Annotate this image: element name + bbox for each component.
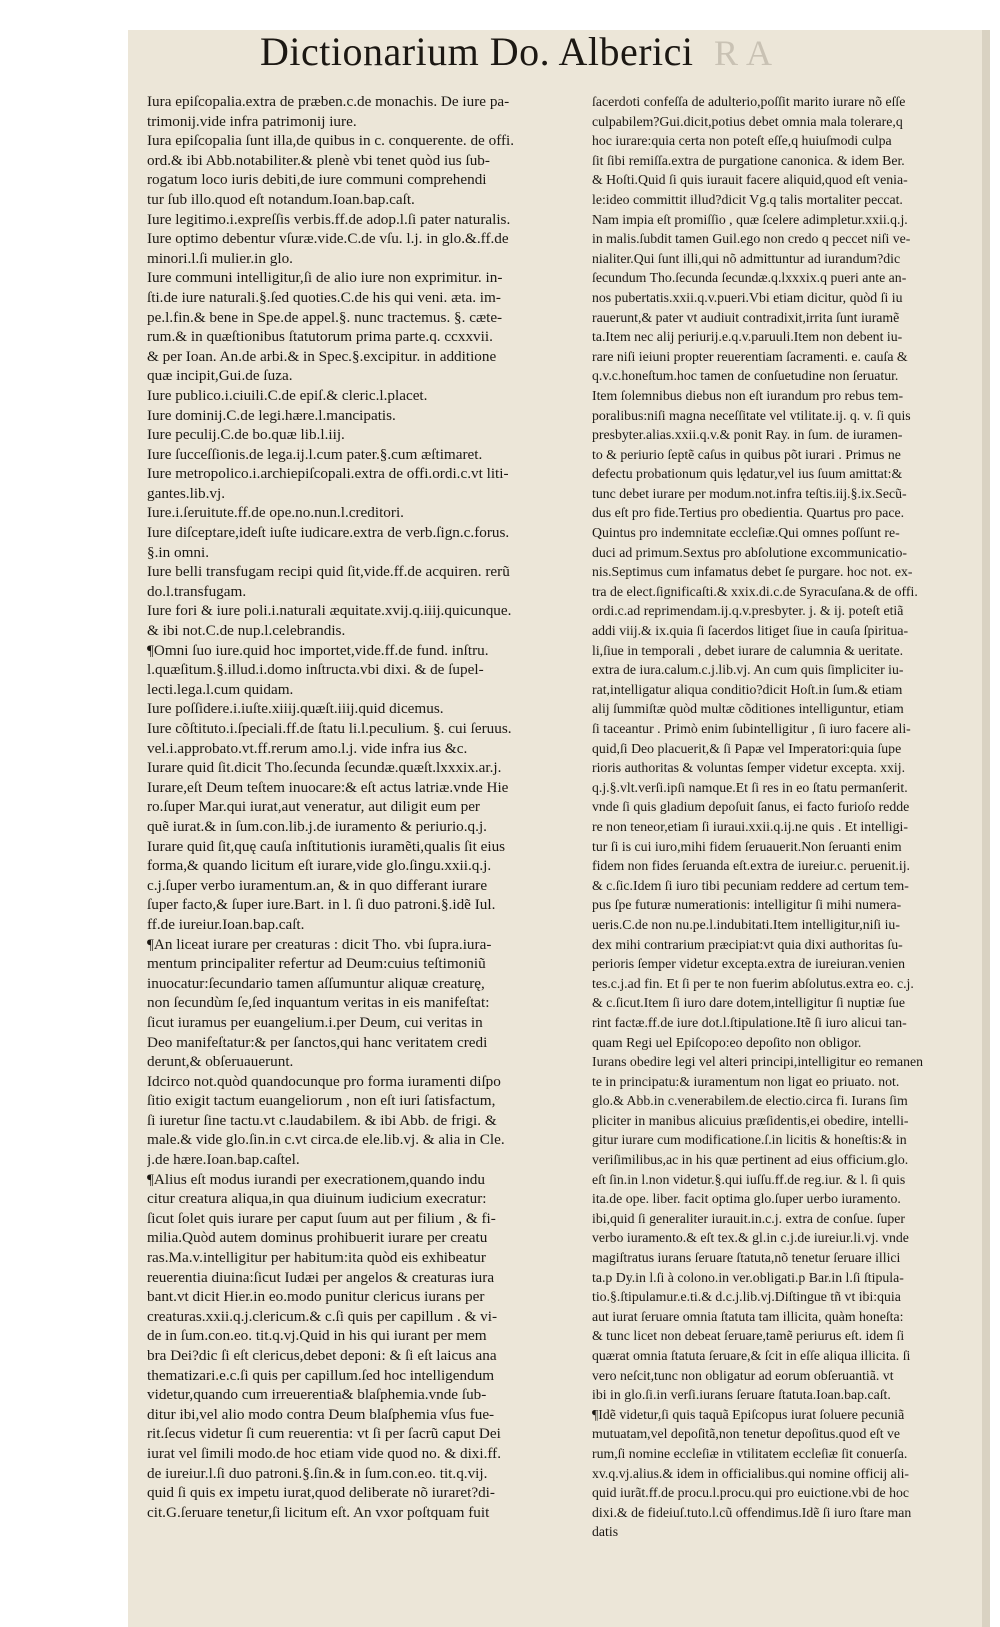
text-line: creaturas.xxii.q.j.clericum.& c.ſi quis per capillum . & vi- <box>147 1307 498 1325</box>
text-line: Iure dominij.C.de legi.hære.l.mancipatis. <box>147 406 396 424</box>
text-line: videtur,quando cum irreuerentia& blaſphemia.vnde ſub- <box>147 1386 487 1404</box>
text-line: ſi taceantur . Primò enim ſubintelligitur , ſi iuro facere ali- <box>592 721 911 736</box>
text-line: eſt ſin.in l.non videtur.§.qui iuſſu.ff.de reg.iur. & l. ſi quis <box>592 1171 906 1187</box>
text-line: de in ſum.con.eo. tit.q.vj.Quid in his qui iurant per mem <box>147 1327 487 1345</box>
text-line: tio.§.ſtipulamur.e.ti.& d.c.j.lib.vj.Diſtingue tñ vt ibi:quia <box>592 1289 901 1305</box>
text-line: ¶Alius eſt modus iurandi per execrationem,quando indu <box>147 1170 485 1188</box>
text-line: ¶An liceat iurare per creaturas : dicit Tho. vbi ſupra.iura- <box>147 935 492 953</box>
text-line: rum.& in quæſtionibus ſtatutorum prima parte.q. ccxxvii. <box>147 328 493 346</box>
text-line: §.in omni. <box>147 543 210 561</box>
text-line: rum,ſi nomine eccleſiæ in vtilitatem eccleſiæ ſit conuerſa. <box>592 1445 908 1461</box>
text-line: tunc debet iurare per modum.not.infra teſtis.iij.§.ix.Secũ- <box>592 485 907 501</box>
text-line: ordi.c.ad reprimendam.ij.q.v.presbyter. j. & ij. poteſt etiã <box>592 603 904 619</box>
text-line: trimonij.vide infra patrimonij iure. <box>147 112 357 130</box>
text-line: duci ad primum.Sextus pro abſolutione excommunicatio- <box>592 544 907 560</box>
text-line: ta.Item nec alij periurij.e.q.v.paruuli.Item non debent iu- <box>592 329 903 345</box>
text-line: defectu probationum quis lędatur,vel ius ſuum amittat:& <box>592 466 903 482</box>
text-line: xv.q.vj.alius.& idem in officialibus.qui nomine officij ali- <box>592 1465 910 1481</box>
text-line: fidem non fides ſeruanda eſt.extra de iureiur.c. peruenit.ij. <box>592 858 910 874</box>
text-line: inuocatur:ſecundario tamen aſſumuntur aliquæ creaturę, <box>147 974 485 992</box>
text-line: milia.Quòd autem dominus prohibuerit iurare per creatu <box>147 1229 488 1247</box>
text-line: nos pubertatis.xxii.q.v.pueri.Vbi etiam dicitur, quòd ſi iu <box>592 289 903 305</box>
text-line: & c.ſic.Idem ſi iuro tibi pecuniam reddere ad certum tem- <box>592 877 909 893</box>
text-line: to & periurio ſeptẽ caſus in quibus põt iurari . Primus ne <box>592 446 901 462</box>
text-line: vel.i.approbato.vt.ff.rerum amo.l.j. vide infra ius &c. <box>147 739 468 757</box>
text-line: non ſecundùm ſe,ſed inquantum veritas in eis manifeſtat: <box>147 994 490 1012</box>
text-line: tes.c.j.ad fin. Et ſi per te non fuerim abſolutus.extra eo. c.j. <box>592 975 914 991</box>
text-line: & ibi not.C.de nup.l.celebrandis. <box>147 622 346 640</box>
text-line: Iura epiſcopalia ſunt illa,de quibus in c. conquerente. de offi. <box>147 132 515 150</box>
text-line: Iure publico.i.ciuili.C.de epiſ.& cleric.l.placet. <box>147 386 428 404</box>
text-line: do.l.transfugam. <box>147 582 247 600</box>
text-line: lecti.lega.l.cum quidam. <box>147 680 294 698</box>
text-line: derunt,& obſeruauerunt. <box>147 1053 294 1071</box>
text-line: li,ſiue in temporali , debet iurare de calumnia & ueritate. <box>592 642 904 658</box>
left-text-column <box>147 92 577 1592</box>
text-line: Iure fori & iure poli.i.naturali æquitate.xvij.q.iiij.quicunque. <box>147 602 512 620</box>
text-line: ras.Ma.v.intelligitur per habitum:ita quòd eis exhibeatur <box>147 1249 486 1267</box>
text-line: thematizari.e.c.ſi quis per capillum.ſed hoc intelligendum <box>147 1366 495 1384</box>
text-line: Iure cõſtituto.i.ſpeciali.ff.de ſtatu li.l.peculium. §. cui ſeruus. <box>147 720 512 737</box>
text-line: Idcirco not.quòd quandocunque pro forma iuramenti diſpo <box>147 1072 501 1090</box>
text-line: l.quæſitum.§.illud.i.domo inſtructa.vbi dixi. & de ſupel- <box>147 661 484 679</box>
text-line: cit.G.ſeruare tenetur,ſi licitum eſt. An vxor poſtquam fuit <box>147 1503 490 1521</box>
text-line: ſacerdoti confeſſa de adulterio,poſſit marito iurare nõ eſſe <box>592 94 906 109</box>
text-line: vero neſcit,tunc non obligatur ad eorum obſeruantiã. vt <box>592 1367 894 1383</box>
text-line: datis <box>592 1524 619 1540</box>
text-line: alij ſummiſtæ quòd multæ cõditiones intelliguntur, etiam <box>592 701 904 717</box>
text-line: ſecundum Tho.ſecunda ſecundæ.q.lxxxix.q pueri ante an- <box>592 270 907 286</box>
text-line: le:ideo committit illud?dicit Vg.q talis mortaliter peccat. <box>592 191 903 207</box>
text-line: rogatum loco iuris debiti,de iure communi comprehendi <box>147 171 487 189</box>
text-line: in malis.ſubdit tamen Guil.ego non credo q peccet niſi ve- <box>592 231 911 247</box>
text-line: gantes.lib.vj. <box>147 484 226 502</box>
text-line: tra de elect.ſignificaſti.& xxix.di.c.de Syracuſana.& de offi. <box>592 583 918 599</box>
text-line: male.& vide glo.ſin.in c.vt circa.de ele.lib.vj. & alia in Cle. <box>147 1131 505 1149</box>
text-line: dus eſt pro fide.Tertius pro obedientia. Quartus pro pace. <box>592 505 905 521</box>
text-line: j.de hære.Ioan.bap.caſtel. <box>147 1151 300 1169</box>
text-line: c.j.ſuper verbo iuramentum.an, & in quo differant iurare <box>147 876 488 894</box>
text-line: pe.l.fin.& bene in Spe.de appel.§. nunc tractemus. §. cæte- <box>147 308 503 326</box>
text-line: ibi in glo.ſi.in verſi.iurans ſeruare ſtatuta.Ioan.bap.caſt. <box>592 1387 891 1403</box>
text-line: ¶Idẽ videtur,ſi quis taquã Epiſcopus iurat ſoluere pecuniã <box>592 1406 905 1422</box>
text-line: dixi.& de fideiuſ.tuto.l.cũ offendimus.Idẽ ſi iuro ſtare man <box>592 1504 912 1520</box>
right-text-column <box>592 92 964 1592</box>
text-line: quæ incipit,Gui.de ſuza. <box>147 367 293 385</box>
text-line: ſuper facto,& ſuper iure.Bart. in l. ſi duo patroni.§.idẽ Iul. <box>147 896 496 914</box>
text-line: ſit ſibi remiſſa.extra de purgatione canonica. & idem Ber. <box>592 152 905 168</box>
text-line: magiſtratus iurans ſeruare ſtatuta,nõ tenetur ſeruare illici <box>592 1250 901 1266</box>
text-line: Iure peculij.C.de bo.quæ lib.l.iij. <box>147 426 345 444</box>
text-line: ditur ibi,vel alio modo contra Deum blaſphemia vſus fue- <box>147 1405 495 1423</box>
text-line: Iure metropolico.i.archiepiſcopali.extra de offi.ordi.c.vt liti- <box>147 465 509 483</box>
text-line: & tunc licet non debeat ſeruare,tamẽ periurus eſt. idem ſi <box>592 1328 905 1344</box>
text-line: mentum principaliter refertur ad Deum:cuius teſtimoniũ <box>147 955 486 973</box>
text-line: ſitio exigit tactum euangeliorum , non eſt iuri ſatisfactum, <box>147 1092 496 1110</box>
text-line: quid,ſi Deo placuerit,& ſi Papæ vel Imperatori:quia ſupe <box>592 740 902 756</box>
running-header <box>260 22 880 82</box>
text-line: nialiter.Qui ſunt illi,qui nõ admittuntur ad iurandum?dic <box>592 250 901 266</box>
text-line: q.j.§.vlt.verſi.ipſi namque.Et ſi res in eo ſtatu permanſerit. <box>592 779 908 795</box>
text-line: Iura epiſcopalia.extra de præben.c.de monachis. De iure pa- <box>147 93 510 110</box>
text-line: ſicut iuramus per euangelium.i.per Deum, cui veritas in <box>147 1013 483 1031</box>
text-line: Iure ſucceſſionis.de lega.ij.l.cum pater.§.cum æſtimaret. <box>147 445 483 463</box>
text-line: ibi,quid ſi generaliter iurauit.in.c.j. extra de conſue. ſuper <box>592 1210 906 1226</box>
text-line: ſicut ſolet quis iurare per caput ſuum aut per filium , & fi- <box>147 1209 496 1227</box>
text-line: Iure communi intelligitur,ſi de alio iure non exprimitur. in- <box>147 269 503 287</box>
text-line: rat,intelligatur aliqua conditio?dicit Hoſt.in ſum.& etiam <box>592 681 903 697</box>
text-line: Deo manifeſtatur:& per ſanctos,qui hanc veritatem credi <box>147 1033 488 1051</box>
text-line: perioris ſemper videtur excepta.extra de iureiuran.venien <box>592 956 905 972</box>
text-line: Iure belli transfugam recipi quid ſit,vide.ff.de acquiren. rerũ <box>147 563 510 581</box>
text-line: veriſimilibus,ac in his quæ pertinent ad eius officium.glo. <box>592 1152 909 1168</box>
text-line: quid iurãt.ff.de procu.l.procu.qui pro euictione.vbi de hoc <box>592 1485 909 1501</box>
text-line: ſti.de iure naturali.§.ſed quoties.C.de his qui veni. æta. im- <box>147 288 501 306</box>
text-line: ¶Omni ſuo iure.quid hoc importet,vide.ff.de fund. inſtru. <box>147 641 489 659</box>
text-line: presbyter.alias.xxii.q.v.& ponit Ray. in ſum. de iuramen- <box>592 427 903 443</box>
text-line: ro.ſuper Mar.qui iurat,aut veneratur, aut diligit eum per <box>147 798 480 816</box>
text-line: & Hoſti.Quid ſi quis iurauit facere aliquid,quod eſt venia- <box>592 172 908 188</box>
text-line: culpabilem?Gui.dicit,potius debet omnia mala tolerare,q <box>592 113 903 129</box>
text-line: ſi iuretur ſine tactu.vt c.laudabilem. & ibi Abb. de frigi. & <box>147 1111 497 1129</box>
text-line: & per Ioan. An.de arbi.& in Spec.§.excipitur. in additione <box>147 347 497 365</box>
text-line: te in principatu:& iuramentum non ligat eo priuato. not. <box>592 1073 900 1089</box>
text-line: pliciter in manibus alicuius præſidentis,ei obedire, intelli- <box>592 1112 909 1128</box>
text-line: rauerunt,& pater vt audiuit contradixit,irrita ſunt iuramẽ <box>592 309 900 325</box>
text-line: Nam impia eſt promiſſio , quæ ſcelere adimpletur.xxii.q.j. <box>592 211 908 227</box>
text-line: gitur iurare cum modificatione.ſ.in licitis & honeſtis:& in <box>592 1132 907 1148</box>
text-line: Iure optimo debentur vſuræ.vide.C.de vſu. l.j. in glo.&.ff.de <box>147 230 509 248</box>
text-line: ord.& ibi Abb.notabiliter.& plenè vbi tenet quòd ius ſub- <box>147 151 490 169</box>
text-line: dex mihi contrarium præcipiat:vt quia dixi authoritas ſu- <box>592 936 903 952</box>
text-line: poralibus:niſi magna neceſſitate vel vtilitate.ij. q. v. ſi quis <box>592 407 911 423</box>
text-line: Iurare quid ſit.dicit Tho.ſecunda ſecundæ.quæſt.lxxxix.ar.j. <box>147 759 502 777</box>
text-line: iurat vel ſimili modo.de hoc etiam vide quod no. & dixi.ff. <box>147 1444 502 1462</box>
text-line: bant.vt dicit Hier.in eo.modo punitur clericus iurans per <box>147 1288 485 1306</box>
text-line: rare niſi ieiuni propter reuerentiam ſacramenti. e. cauſa & <box>592 348 908 364</box>
text-line: Iure legitimo.i.expreſſis verbis.ff.de adop.l.ſi pater naturalis. <box>147 210 511 228</box>
text-line: hoc iurare:quia certa non poteſt eſſe,q huiuſmodi culpa <box>592 133 892 149</box>
text-line: tur ſub illo.quod eſt notandum.Ioan.bap.caſt. <box>147 190 415 208</box>
text-line: ff.de iureiur.Ioan.bap.caſt. <box>147 915 305 933</box>
text-line: quẽ iurat.& in ſum.con.lib.j.de iuramento & periurio.q.j. <box>147 817 487 835</box>
text-line: Iurare quid ſit,quę cauſa inſtitutionis iuramẽti,qualis ſit eius <box>147 837 506 855</box>
text-line: de iureiur.l.ſi duo patroni.§.ſin.& in ſum.con.eo. tit.q.vij. <box>147 1464 488 1482</box>
text-line: quærat omnia ſtatuta ſeruare,& ſcit in eſſe aliqua illicita. ſi <box>592 1348 911 1363</box>
text-line: reuerentia diuina:ſicut Iudæi per angelos & creaturas iura <box>147 1268 495 1286</box>
text-line: rit.ſecus videtur ſi cum reuerentia: vt ſi per ſacrũ caput Dei <box>147 1425 501 1443</box>
text-line: tur ſi is cui iuro,mihi fidem ſeruauerit.Non ſeruanti enim <box>592 838 902 854</box>
text-line: Quintus pro indemnitate eccleſiæ.Qui omnes poſſunt re- <box>592 525 900 541</box>
text-line: & c.ſicut.Item ſi iuro dare dotem,intelligitur ſi nuptiæ ſue <box>592 995 906 1011</box>
text-line: rioris authoritas & voluntas ſemper videtur excepta. xxij. <box>592 760 906 776</box>
text-line: vnde ſi quis gladium depoſuit ſanus, ei facto furioſo redde <box>592 799 910 815</box>
text-line: minori.l.ſi mulier.in glo. <box>147 249 293 267</box>
bleed-through-text: R A <box>714 33 773 73</box>
text-line: extra de iura.calum.c.j.lib.vj. An cum quis ſimpliciter iu- <box>592 662 904 678</box>
text-line: Iure.i.ſeruitute.ff.de ope.no.nun.l.creditori. <box>147 504 404 522</box>
text-line: Iure poſſidere.i.iuſte.xiiij.quæſt.iiij.quid dicemus. <box>147 700 444 718</box>
text-line: aut iurat ſeruare omnia ſtatuta tam illicita, quàm honeſta: <box>592 1308 904 1324</box>
text-line: rint factæ.ff.de iure dot.l.ſtipulatione.Itẽ ſi iuro alicui tan- <box>592 1014 907 1030</box>
text-line: ta.p Dy.in l.ſi à colono.in ver.obligati.p Bar.in l.ſi ſtipula- <box>592 1269 904 1285</box>
text-line: q.v.c.honeſtum.hoc tamen de conſuetudine non ſeruatur. <box>592 368 899 384</box>
text-line: Iure diſceptare,ideſt iuſte iudicare.extra de verb.ſign.c.forus. <box>147 524 510 542</box>
text-line: addi viij.& ix.quia ſi ſacerdos litiget ſiue in cauſa ſpiritua- <box>592 623 909 639</box>
text-line: pus ſpe futuræ numerationis: intelligitur ſi mihi numera- <box>592 897 902 913</box>
text-line: forma,& quando licitum eſt iurare,vide glo.ſingu.xxii.q.j. <box>147 857 492 875</box>
text-line: re non teneor,etiam ſi iuraui.xxii.q.ij.ne quis . Et intelligi- <box>592 818 908 834</box>
text-line: Iurans obedire legi vel alteri principi,intelligitur eo remanen <box>592 1054 924 1070</box>
page-edge <box>982 30 990 1627</box>
text-line: nis.Septimus cum infamatus debet ſe purgare. hoc not. ex- <box>592 564 913 580</box>
text-line: mutuatam,vel depoſitã,non tenetur depoſitus.quod eſt ve <box>592 1426 901 1442</box>
page-title: Dictionarium Do. Alberici <box>260 29 694 74</box>
text-line: ita.de ope. liber. facit optima glo.ſuper uerbo iuramento. <box>592 1191 901 1207</box>
text-line: Iurare,eſt Deum teſtem inuocare:& eſt actus latriæ.vnde Hie <box>147 778 509 796</box>
text-line: quam Regi uel Epiſcopo:eo depoſito non obligor. <box>592 1034 862 1050</box>
text-line: ueris.C.de non nu.pe.l.indubitati.Item intelligitur,niſi iu- <box>592 916 900 932</box>
text-line: Item ſolemnibus diebus non eſt iurandum pro rebus tem- <box>592 387 904 403</box>
text-line: verbo iuramento.& eſt tex.& gl.in c.j.de iureiur.li.vj. vnde <box>592 1230 909 1246</box>
text-line: citur creatura aliqua,in qua diuinum iudicium execratur: <box>147 1190 487 1208</box>
text-line: bra Dei?dic ſi eſt clericus,debet deponi: & ſi eſt laicus ana <box>147 1347 497 1364</box>
text-line: quid ſi quis ex impetu iurat,quod deliberate nõ iuraret?di- <box>147 1484 495 1502</box>
text-line: glo.& Abb.in c.venerabilem.de electio.circa fi. Iurans ſim <box>592 1093 908 1109</box>
